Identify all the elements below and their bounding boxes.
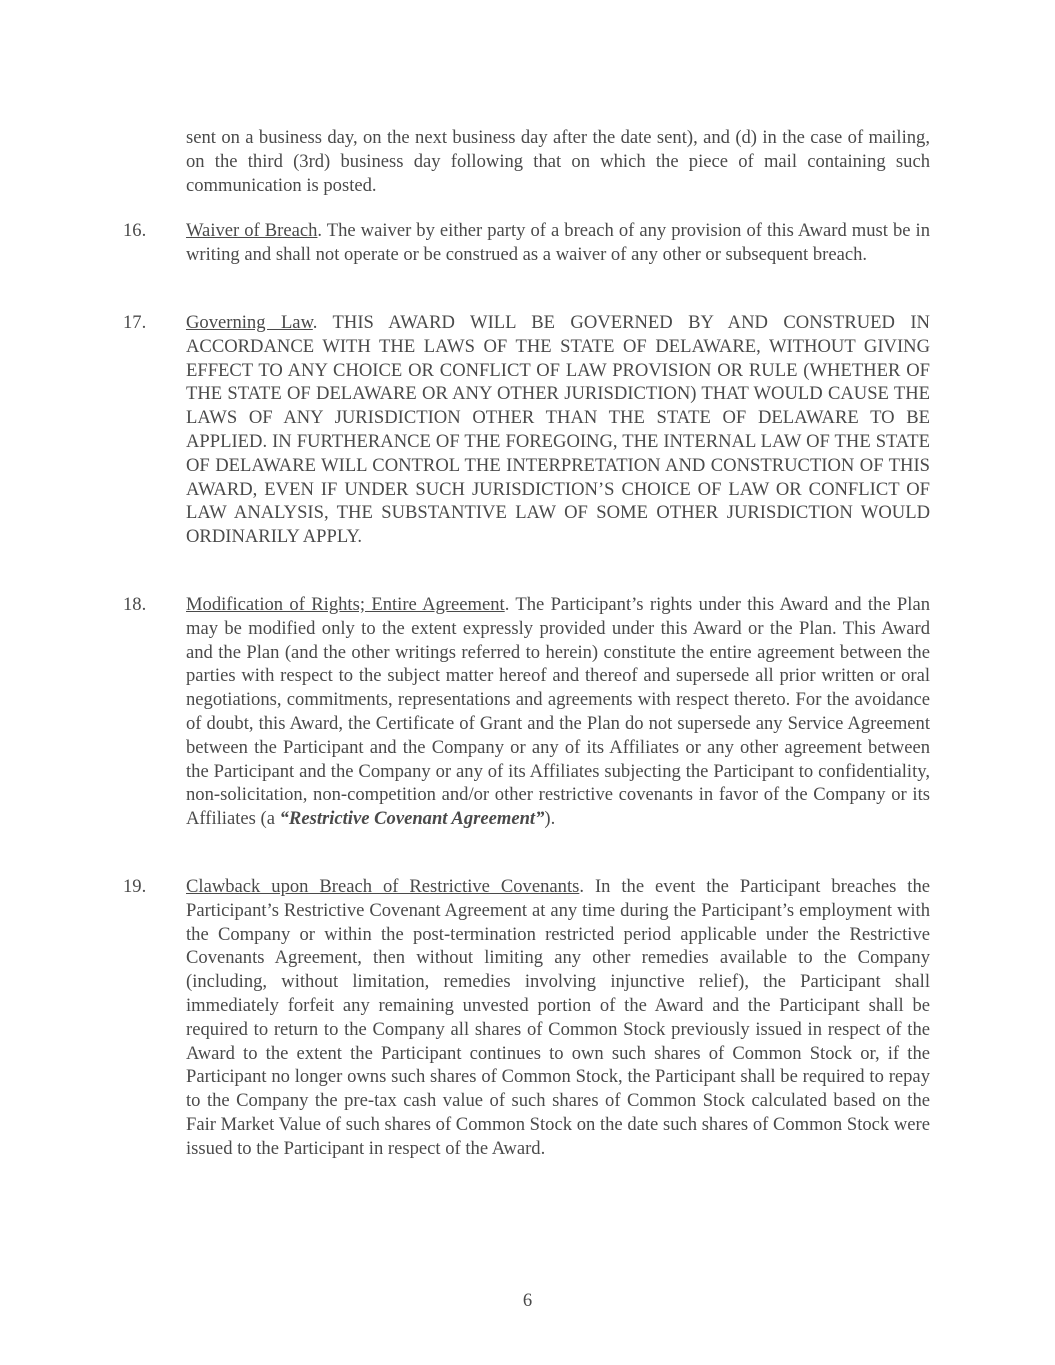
continuation-paragraph: sent on a business day, on the next business day after the date sent), and (d) in the case of mailing, on the third (3rd) business day following that on which the piece of mail containing such communication is posted. — [186, 127, 930, 196]
section-18-body-end: ). — [544, 808, 556, 830]
section-16-paragraph — [186, 219, 930, 267]
section-number-16: 16. — [123, 220, 147, 241]
section-18-paragraph — [186, 593, 930, 831]
section-19-body: . In the event the Participant breaches the Participant’s Restrictive Covenant Agreement at any time during the Participant’s employment with the Company or within the post-termination restricted period applicable under the Restrictive Covenants Agreement, then without limiting any other remedies available to the Company (including, without limitation, remedies involving injunctive relief), the Participant shall immediately forfeit any remaining unvested portion of the Award and the Participant shall be required to return to the Company all shares of Common Stock previously issued in respect of the Award to the extent the Participant continues to own such shares of Common Stock or, if the Participant no longer owns such shares of Common Stock, the Participant shall be required to repay to the Company the pre-tax cash value of such shares of Common Stock calculated based on the Fair Market Value of such shares of Common Stock on the date such shares of Common Stock were issued to the Participant in respect of the Award. — [186, 876, 931, 1159]
section-number-18: 18. — [123, 594, 147, 615]
section-17-heading: Governing Law — [186, 312, 313, 333]
section-number-19: 19. — [123, 876, 147, 897]
section-number-17: 17. — [123, 312, 147, 333]
defined-term-restrictive-covenant-agreement: “Restrictive Covenant Agreement” — [279, 808, 545, 830]
section-16-body: . The waiver by either party of a breach of any provision of this Award must be in writing and shall not operate or be construed as a waiver of any other or subsequent breach. — [186, 220, 930, 265]
section-19-heading: Clawback upon Breach of Restrictive Covenants — [186, 876, 580, 897]
page-number: 6 — [522, 1290, 533, 1311]
section-18-heading: Modification of Rights; Entire Agreement — [186, 594, 505, 615]
section-19-paragraph — [186, 875, 930, 1161]
section-18-body: . The Participant’s rights under this Award and the Plan may be modified only to the extent expressly provided under this Award or the Plan. This Award and the Plan (and the other writings referred to herein) constitute the entire agreement between the parties with respect to the subject matter hereof and thereof and supersede all prior written or oral negotiations, commitments, representations and agreements with respect thereto. For the avoidance of doubt, this Award, the Certificate of Grant and the Plan do not supersede any Service Agreement between the Participant and the Company or any of its Affiliates or any other agreement between the Participant and the Company or any of its Affiliates subjecting the Participant to confidentiality, non-solicitation, non-competition and/or other restrictive covenants in favor of the Company or its Affiliates (a — [186, 594, 930, 830]
section-16-heading: Waiver of Breach — [186, 220, 318, 241]
section-17-body: . THIS AWARD WILL BE GOVERNED BY AND CONSTRUED IN ACCORDANCE WITH THE LAWS OF THE STATE OF DELAWARE, WITHOUT GIVING EFFECT TO ANY CHOICE OR CONFLICT OF LAW PROVISION OR RULE (WHETHER OF THE STATE OF DELAWARE OR ANY OTHER JURISDICTION) THAT WOULD CAUSE THE LAWS OF ANY JURISDICTION OTHER THAN THE STATE OF DELAWARE TO BE APPLIED. IN FURTHERANCE OF THE FOREGOING, THE INTERNAL LAW OF THE STATE OF DELAWARE WILL CONTROL THE INTERPRETATION AND CONSTRUCTION OF THIS AWARD, EVEN IF UNDER SUCH JURISDICTION’S CHOICE OF LAW OR CONFLICT OF LAW ANALYSIS, THE SUBSTANTIVE LAW OF SOME OTHER JURISDICTION WOULD ORDINARILY APPLY. — [186, 312, 930, 548]
section-17-paragraph — [186, 311, 930, 549]
